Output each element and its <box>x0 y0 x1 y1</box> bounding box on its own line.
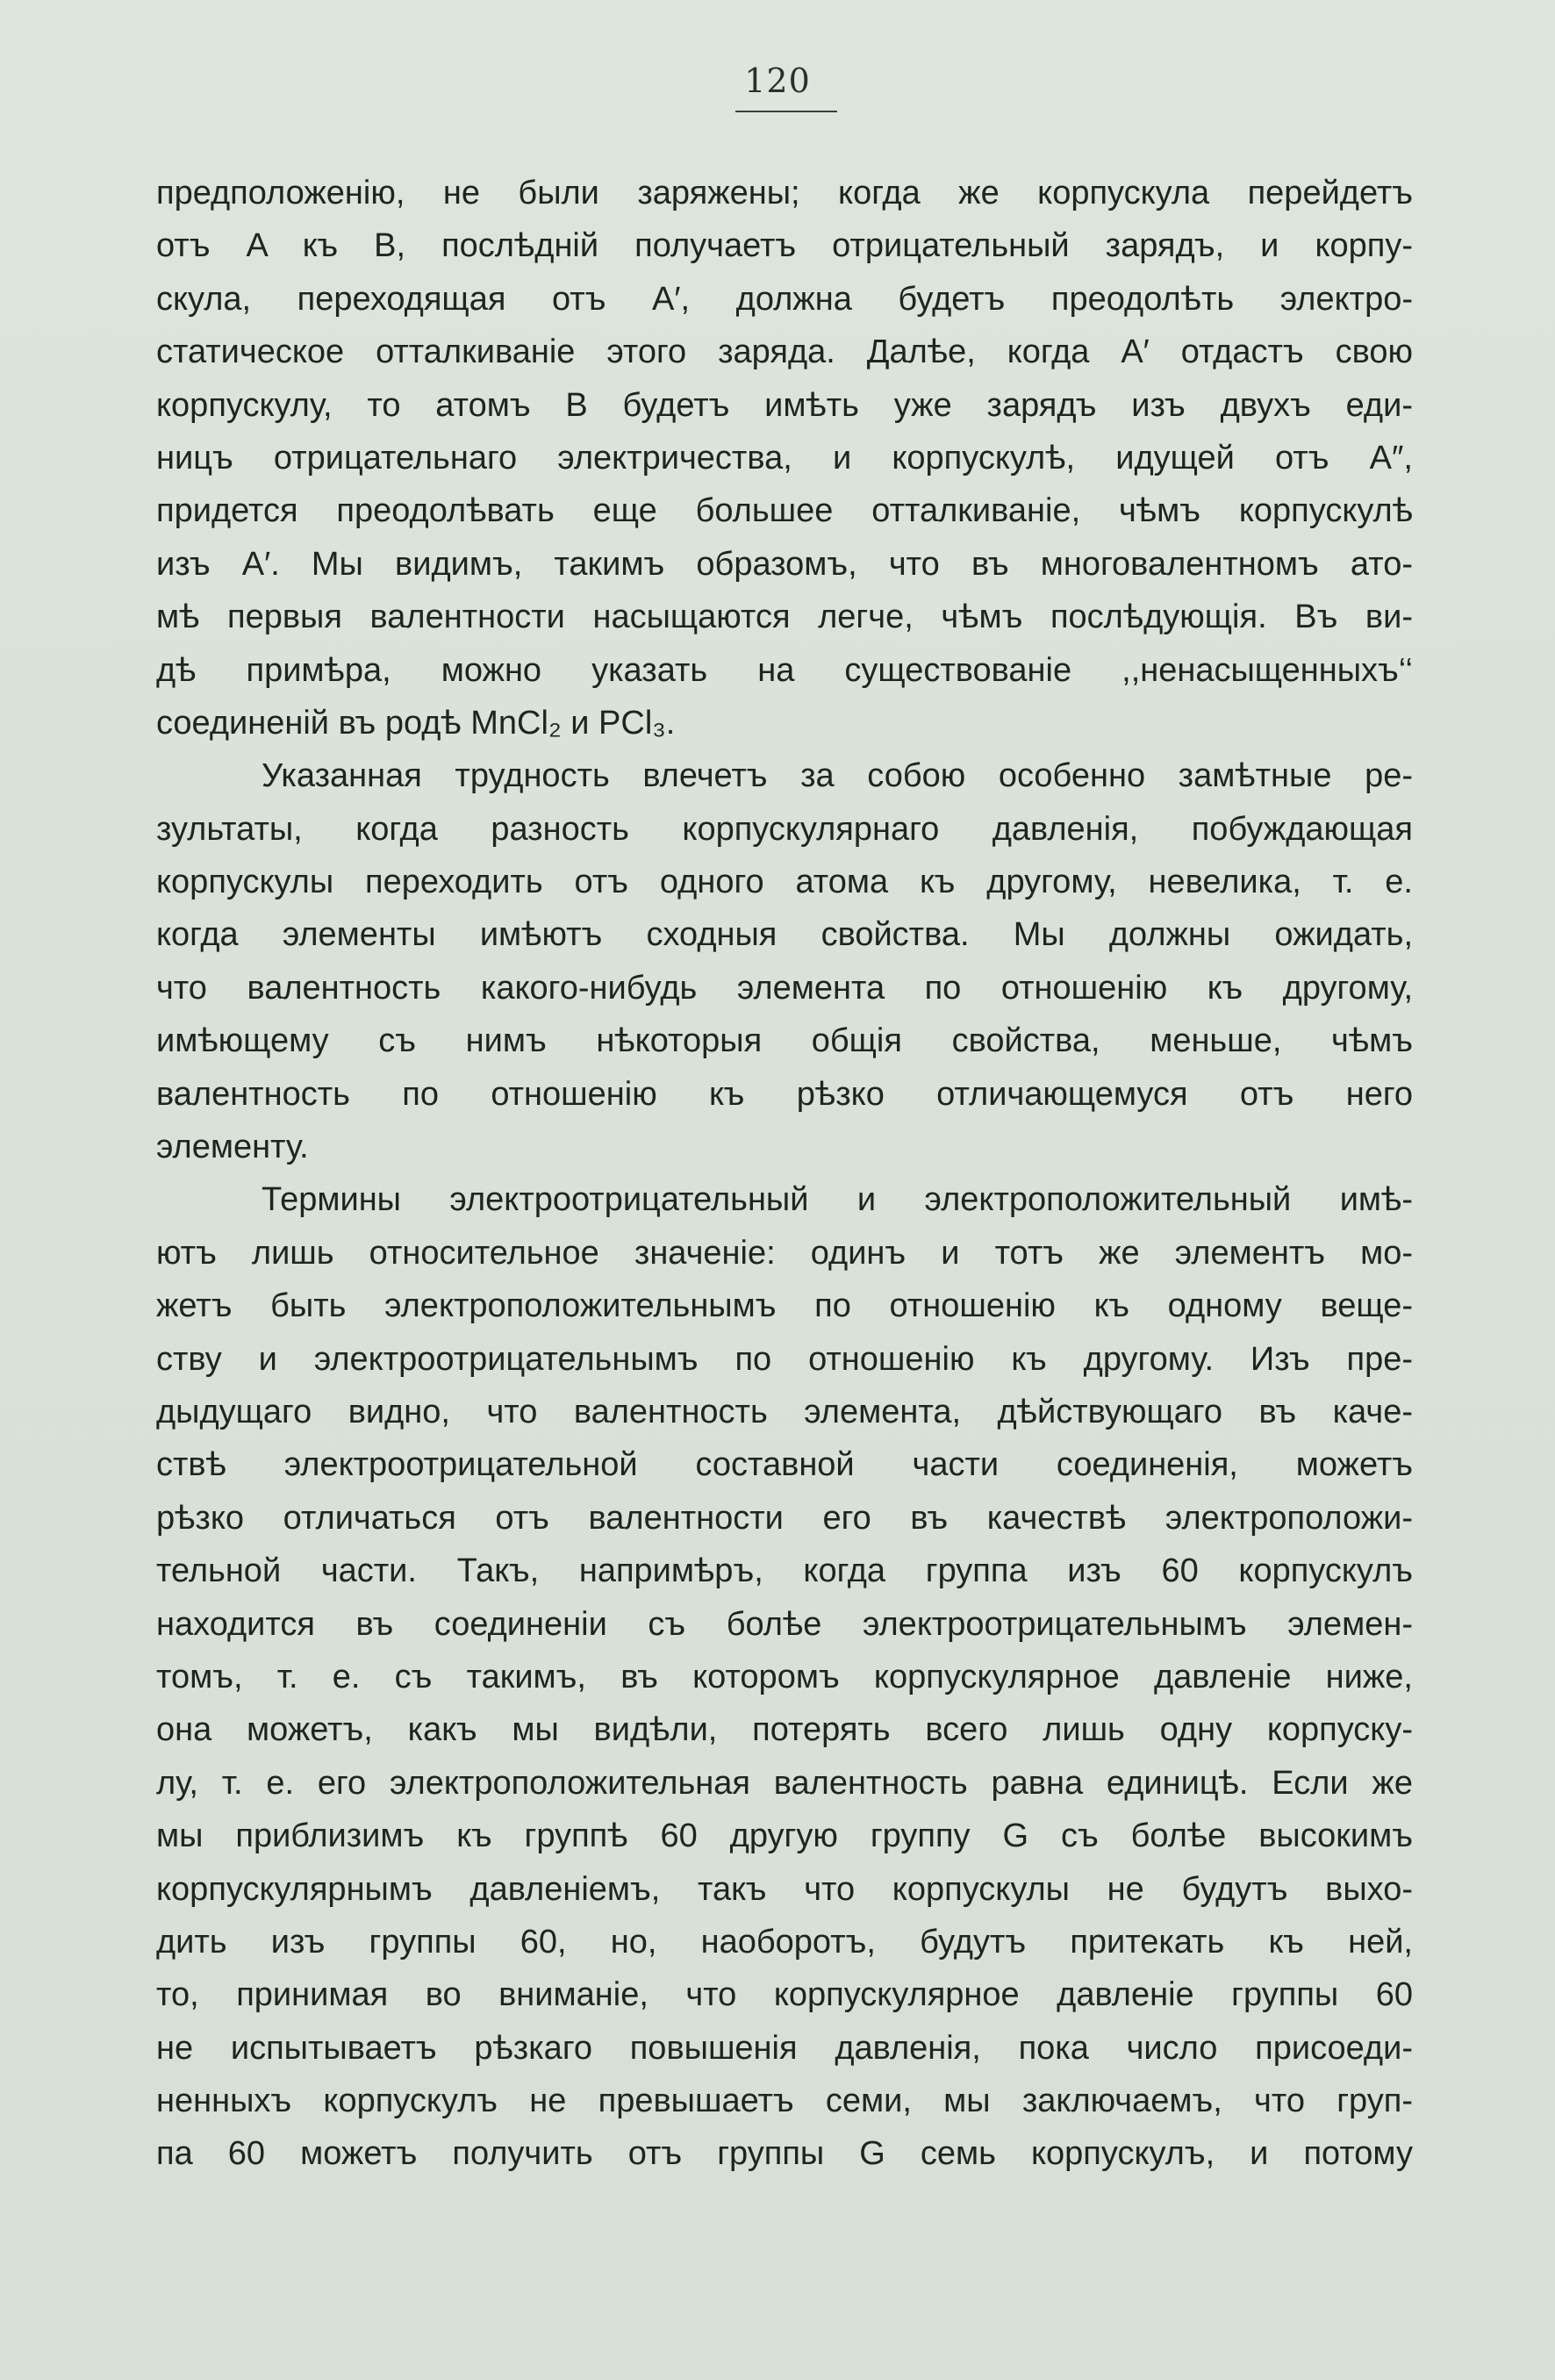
text-line: соединеній въ родѣ MnCl₂ и PCl₃. <box>156 704 676 742</box>
text-line: ствѣ электроотрицательной составной части соединенія, можетъ <box>156 1446 1413 1484</box>
text-line: не испытываетъ рѣзкаго повышенія давленія, пока число присоеди- <box>156 2029 1413 2067</box>
page-number-rule <box>735 111 837 112</box>
text-line: Указанная трудность влечетъ за собою особенно замѣтные ре- <box>262 757 1413 795</box>
text-line: то, принимая во вниманіе, что корпускулярное давленіе группы 60 <box>156 1976 1413 2014</box>
text-line: дить изъ группы 60, но, наоборотъ, будутъ притекать къ ней, <box>156 1923 1413 1961</box>
body-text <box>156 167 1413 2181</box>
text-line: корпускулярнымъ давленіемъ, такъ что корпускулы не будутъ выхо- <box>156 1870 1413 1908</box>
text-line: дыдущаго видно, что валентность элемента, дѣйствующаго въ каче- <box>156 1393 1413 1430</box>
text-line: находится въ соединеніи съ болѣе электроотрицательнымъ элемен- <box>156 1605 1413 1643</box>
text-line: тельной части. Такъ, напримѣръ, когда группа изъ 60 корпускулъ <box>156 1552 1413 1590</box>
text-line: когда элементы имѣютъ сходныя свойства. Мы должны ожидать, <box>156 916 1413 954</box>
text-line: она можетъ, какъ мы видѣли, потерять всего лишь одну корпуску- <box>156 1711 1413 1749</box>
text-line: ненныхъ корпускулъ не превышаетъ семи, мы заключаемъ, что груп- <box>156 2082 1413 2120</box>
text-line: лу, т. е. его электроположительная валентность равна единицѣ. Если же <box>156 1764 1413 1802</box>
text-line: зультаты, когда разность корпускулярнаго давленія, побуждающая <box>156 810 1413 848</box>
text-line: ству и электроотрицательнымъ по отношенію къ другому. Изъ пре- <box>156 1340 1413 1378</box>
text-line: предположенію, не были заряжены; когда же корпускула перейдетъ <box>156 175 1413 211</box>
text-line: придется преодолѣвать еще большее отталкиваніе, чѣмъ корпускулѣ <box>156 492 1413 530</box>
text-line: корпускулы переходить отъ одного атома къ другому, невелика, т. е. <box>156 864 1413 901</box>
text-line: томъ, т. е. съ такимъ, въ которомъ корпускулярное давленіе ниже, <box>156 1658 1413 1695</box>
text-line: валентность по отношенію къ рѣзко отличающемуся отъ него <box>156 1075 1413 1113</box>
text-line: дѣ примѣра, можно указать на существованіе ,,ненасыщенныхъ‘‘ <box>156 651 1413 689</box>
text-line: жетъ быть электроположительнымъ по отношенію къ одному веще- <box>156 1287 1413 1325</box>
text-line: скула, переходящая отъ A′, должна будетъ преодолѣть электро- <box>156 280 1413 318</box>
text-line: что валентность какого-нибудь элемента по отношенію къ другому, <box>156 969 1413 1007</box>
text-line: па 60 можетъ получить отъ группы G семь корпускулъ, и потому <box>156 2135 1413 2173</box>
text-line: Термины электроотрицательный и электроположительный имѣ- <box>262 1181 1413 1219</box>
text-line: мы приблизимъ къ группѣ 60 другую группу G съ болѣе высокимъ <box>156 1817 1413 1855</box>
text-line: элементу. <box>156 1129 309 1166</box>
text-line: рѣзко отличаться отъ валентности его въ качествѣ электроположи- <box>156 1499 1413 1537</box>
text-line: статическое отталкиваніе этого заряда. Далѣе, когда A′ отдастъ свою <box>156 333 1413 371</box>
text-line: ютъ лишь относительное значеніе: одинъ и тотъ же элементъ мо- <box>156 1234 1413 1272</box>
page-number: 120 <box>744 61 811 100</box>
text-line: ницъ отрицательнаго электричества, и корпускулѣ, идущей отъ A″, <box>156 439 1413 477</box>
text-line: имѣющему съ нимъ нѣкоторыя общія свойства, меньше, чѣмъ <box>156 1022 1413 1060</box>
text-line: мѣ первыя валентности насыщаются легче, чѣмъ послѣдующія. Въ ви- <box>156 599 1413 636</box>
text-line: отъ A къ B, послѣдній получаетъ отрицательный зарядъ, и корпу- <box>156 227 1413 265</box>
text-line: корпускулу, то атомъ B будетъ имѣть уже зарядъ изъ двухъ еди- <box>156 386 1413 424</box>
text-line: изъ A′. Мы видимъ, такимъ образомъ, что въ многовалентномъ ато- <box>156 545 1413 583</box>
